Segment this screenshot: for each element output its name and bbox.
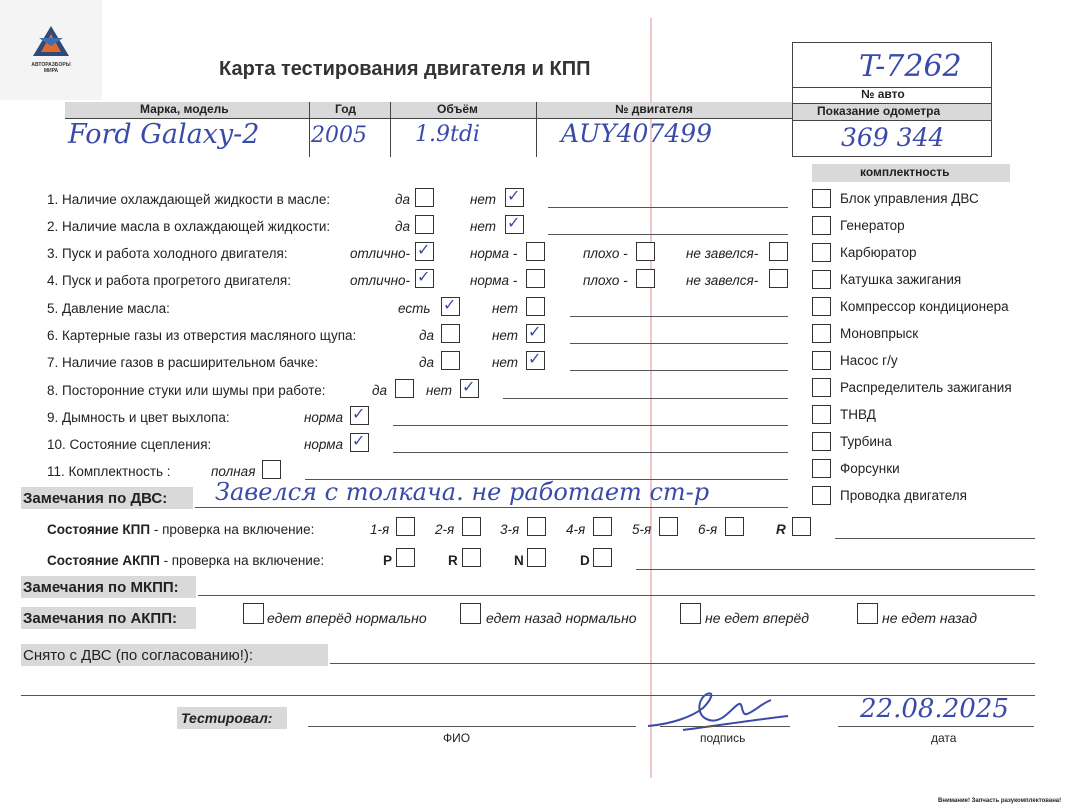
akpp-p-box[interactable]	[396, 548, 415, 567]
removed-label: Снято с ДВС (по согласованию!):	[23, 647, 254, 664]
check-8-yes-box[interactable]	[395, 379, 414, 398]
header-table	[65, 102, 792, 157]
logo-line1: АВТОРАЗБОРЫ	[31, 62, 71, 68]
tested-label: Тестировал:	[181, 710, 273, 726]
akpp-r-box[interactable]	[462, 548, 481, 567]
col-odometer: Показание одометра	[817, 104, 941, 118]
logo-line2: МИРА	[43, 68, 59, 74]
signature-label: подпись	[700, 731, 746, 745]
kit-box-10[interactable]	[812, 432, 831, 451]
kpp-gear-2-box[interactable]	[462, 517, 481, 536]
engine-remarks-value: Завелся с толкача. не работает ст-р	[215, 478, 710, 506]
check-8-no-box[interactable]: ✓	[460, 379, 479, 398]
check-row-1: 1. Наличие охлаждающей жидкости в масле:	[47, 192, 331, 207]
check-row-10: 10. Состояние сцепления:	[47, 437, 212, 452]
akpp-fwd-ok-box[interactable]	[243, 603, 264, 624]
kpp-gear-r-box[interactable]	[792, 517, 811, 536]
akpp-back-ok-box[interactable]	[460, 603, 481, 624]
logo-mountain-icon	[29, 24, 73, 60]
akpp-no-back-box[interactable]	[857, 603, 878, 624]
kit-header: комплектность	[812, 164, 1010, 182]
engine-remarks-label: Замечания по ДВС:	[23, 490, 168, 507]
col-engine: № двигателя	[615, 102, 693, 116]
check-4-normal-box[interactable]	[526, 269, 545, 288]
signature-icon	[643, 686, 793, 736]
check-3-normal-box[interactable]	[526, 242, 545, 261]
check-5-yes-box[interactable]: ✓	[441, 297, 460, 316]
akpp-n-box[interactable]	[527, 548, 546, 567]
value-auto: T-7262	[859, 49, 962, 84]
check-6-yes-box[interactable]	[441, 324, 460, 343]
check-1-no-box[interactable]: ✓	[505, 188, 524, 207]
check-7-yes-box[interactable]	[441, 351, 460, 370]
kit-box-2[interactable]	[812, 216, 831, 235]
check-2-no-box[interactable]: ✓	[505, 215, 524, 234]
kit-box-4[interactable]	[812, 270, 831, 289]
check-5-no-box[interactable]	[526, 297, 545, 316]
check-row-5: 5. Давление масла:	[47, 301, 170, 316]
date-label: дата	[931, 731, 957, 745]
check-4-nostart-box[interactable]	[769, 269, 788, 288]
check-11-full-box[interactable]	[262, 460, 281, 479]
notice: Внимание! Запчасть разукомплектована!	[938, 798, 1062, 804]
col-auto: № авто	[861, 87, 905, 101]
kit-box-9[interactable]	[812, 405, 831, 424]
value-odometer: 369 344	[841, 123, 945, 152]
fio-label: ФИО	[443, 731, 471, 745]
kpp-gear-6-box[interactable]	[725, 517, 744, 536]
check-row-9: 9. Дымность и цвет выхлопа:	[47, 410, 230, 425]
akpp-remarks-label: Замечания по АКПП:	[23, 610, 177, 627]
check-7-no-box[interactable]: ✓	[526, 351, 545, 370]
check-3-nostart-box[interactable]	[769, 242, 788, 261]
kit-box-11[interactable]	[812, 459, 831, 478]
kpp-gear-4-box[interactable]	[593, 517, 612, 536]
check-3-excellent-box[interactable]: ✓	[415, 242, 434, 261]
kpp-gear-5-box[interactable]	[659, 517, 678, 536]
check-row-3: 3. Пуск и работа холодного двигателя:	[47, 246, 288, 261]
kit-box-8[interactable]	[812, 378, 831, 397]
check-row-4: 4. Пуск и работа прогретого двигателя:	[47, 273, 291, 288]
kit-box-7[interactable]	[812, 351, 831, 370]
kpp-gear-3-box[interactable]	[527, 517, 546, 536]
value-year: 2005	[311, 123, 367, 148]
col-volume: Объём	[437, 102, 478, 116]
check-9-normal-box[interactable]: ✓	[350, 406, 369, 425]
check-3-bad-box[interactable]	[636, 242, 655, 261]
akpp-d-box[interactable]	[593, 548, 612, 567]
page-title: Карта тестирования двигателя и КПП	[219, 58, 591, 80]
check-4-excellent-box[interactable]: ✓	[415, 269, 434, 288]
kpp-row: Состояние КПП - проверка на включение:	[47, 522, 315, 537]
kit-box-12[interactable]	[812, 486, 831, 505]
akpp-no-fwd-box[interactable]	[680, 603, 701, 624]
check-4-bad-box[interactable]	[636, 269, 655, 288]
auto-number-box	[792, 42, 992, 157]
date-value: 22.08.2025	[860, 694, 1009, 724]
akpp-row: Состояние АКПП - проверка на включение:	[47, 553, 325, 568]
check-row-6: 6. Картерные газы из отверстия масляного щупа:	[47, 328, 357, 343]
check-1-yes-box[interactable]	[415, 188, 434, 207]
kit-box-6[interactable]	[812, 324, 831, 343]
check-row-7: 7. Наличие газов в расширительном бачке:	[47, 355, 319, 370]
check-2-yes-box[interactable]	[415, 215, 434, 234]
logo	[0, 0, 102, 100]
value-engine: AUY407499	[561, 119, 713, 148]
kit-box-3[interactable]	[812, 243, 831, 262]
kpp-gear-1-box[interactable]	[396, 517, 415, 536]
col-year: Год	[335, 102, 356, 116]
kit-box-5[interactable]	[812, 297, 831, 316]
col-make: Марка, модель	[140, 102, 229, 116]
check-row-8: 8. Посторонние стуки или шумы при работе:	[47, 383, 326, 398]
mkpp-remarks-label: Замечания по МКПП:	[23, 579, 179, 596]
check-row-2: 2. Наличие масла в охлаждающей жидкости:	[47, 219, 331, 234]
check-6-no-box[interactable]: ✓	[526, 324, 545, 343]
value-make: Ford Galaxy-2	[68, 119, 260, 150]
check-row-11: 11. Комплектность :	[47, 464, 171, 479]
value-volume: 1.9tdi	[415, 122, 480, 147]
check-10-normal-box[interactable]: ✓	[350, 433, 369, 452]
kit-box-1[interactable]	[812, 189, 831, 208]
